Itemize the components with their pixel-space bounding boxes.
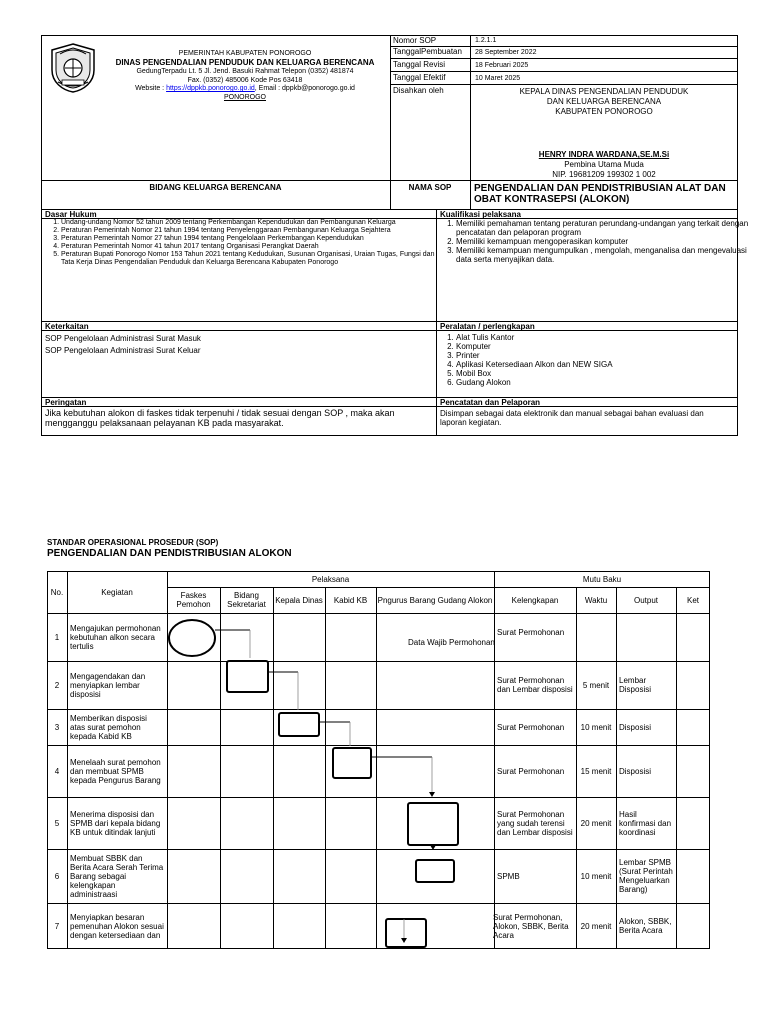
start-terminator-shape bbox=[169, 620, 215, 656]
list-item: 1. Memiliki pemahaman tentang peraturan perundang-undangan yang terkait dengan pencatatan dan pelaporan program bbox=[456, 219, 750, 237]
row-kegiatan: Memberikan disposisi atas surat pemohon kepada Kabid KB bbox=[70, 713, 147, 741]
meta-value-revisi: 18 Februari 2025 bbox=[475, 62, 529, 69]
peringatan-title: Peringatan bbox=[45, 398, 87, 407]
meta-label-nomor: Nomor SOP bbox=[393, 36, 437, 45]
pencatatan-text: Disimpan sebagai data elektronik dan manual sebagai bahan evaluasi dan laporan kegiatan. bbox=[440, 409, 704, 427]
process-box-pengurus-barang bbox=[408, 803, 458, 845]
list-item: 3. Peraturan Pemerintah Nomor 27 tahun 1994 tentang Pengelolaan Perkembangan Kependudukan bbox=[61, 235, 446, 243]
list-item: 4. Peraturan Pemerintah Nomor 41 tahun 2017 tentang Organisasi Perangkat Daerah bbox=[61, 243, 446, 251]
list-item: 2. Peraturan Pemerintah Nomor 21 tahun 1994 tentang Penyelenggaraan Pembangunan Keluarga Sejahtera bbox=[61, 227, 446, 235]
row-output: Lembar Disposisi bbox=[619, 676, 652, 694]
meta-value-efektif: 10 Maret 2025 bbox=[475, 75, 521, 82]
keterkaitan-item: SOP Pengelolaan Administrasi Surat Masuk bbox=[45, 334, 201, 343]
row-no: 3 bbox=[54, 722, 60, 732]
nama-sop-label: NAMA SOP bbox=[408, 183, 452, 192]
list-item: 3. Memiliki kemampuan mengumpulkan , mengolah, menganalisa dan mengevaluasi data serta menyajikan data. bbox=[456, 246, 750, 264]
meta-label-disahkan: Disahkan oleh bbox=[393, 86, 444, 95]
list-item: 1. Alat Tulis Kantor bbox=[456, 333, 750, 342]
sop-flow-title2: PENGENDALIAN DAN PENDISTRIBUSIAN ALOKON bbox=[47, 548, 292, 559]
agency-fax: Fax. (0352) 485006 Kode Pos 63418 bbox=[187, 77, 303, 84]
signer-rank: Pembina Utama Muda bbox=[564, 160, 644, 169]
signer-title3: KABUPATEN PONOROGO bbox=[555, 107, 653, 116]
row-no: 1 bbox=[54, 632, 60, 642]
signer-nip: NIP. 19681209 199302 1 002 bbox=[552, 170, 656, 179]
signer-name: HENRY INDRA WARDANA,SE.M.Si bbox=[538, 150, 670, 159]
signer-title2: DAN KELUARGA BERENCANA bbox=[546, 97, 662, 106]
row-kelengkapan: Surat Permohonan bbox=[497, 627, 565, 637]
meta-label-revisi: Tanggal Revisi bbox=[393, 60, 446, 69]
row-output: Lembar SPMB (Surat Perintah Mengeluarkan Barang) bbox=[619, 858, 673, 894]
header-sekretariat: Bidang Sekretariat bbox=[227, 591, 266, 609]
website-link[interactable]: https://dppkb.ponorogo.go.id bbox=[166, 85, 255, 92]
list-item: 1. Undang-undang Nomor 52 tahun 2009 tentang Perkembangan Kependudukan dan Pembangunan Keluarga bbox=[61, 219, 446, 227]
list-item: 4. Aplikasi Ketersediaan Alkon dan NEW SIGA bbox=[456, 360, 750, 369]
list-item: 3. Printer bbox=[456, 351, 750, 360]
agency-city: PONOROGO bbox=[223, 94, 266, 101]
row-kegiatan: Menyiapkan besaran pemenuhan Alokon sesuai dengan ketersediaan dan bbox=[70, 912, 164, 940]
row-waktu: 20 menit bbox=[580, 818, 612, 828]
row-kelengkapan: Surat Permohonan, Alokon, SBBK, Berita Acara bbox=[493, 912, 569, 940]
keterkaitan-item: SOP Pengelolaan Administrasi Surat Keluar bbox=[45, 346, 201, 355]
list-item: 2. Komputer bbox=[456, 342, 750, 351]
row-kelengkapan: Surat Permohonan bbox=[497, 766, 565, 776]
sop-flow-title1: STANDAR OPERASIONAL PROSEDUR (SOP) bbox=[47, 538, 219, 547]
gov-name: PEMERINTAH KABUPATEN PONOROGO bbox=[178, 50, 312, 57]
process-box-kabid-kb bbox=[333, 748, 371, 778]
row-kelengkapan: Surat Permohonan bbox=[497, 722, 565, 732]
header-ket: Ket bbox=[686, 595, 699, 605]
row-kegiatan: Menerima disposisi dan SPMB dari kepala bidang KB untuk ditindak lanjuti bbox=[70, 809, 161, 837]
pencatatan-title: Pencatatan dan Pelaporan bbox=[440, 398, 541, 407]
header-output: Output bbox=[633, 595, 658, 605]
flow-note: Data Wajib Permohonan bbox=[408, 638, 495, 647]
row-kelengkapan: SPMB bbox=[497, 871, 520, 881]
signer-title1: KEPALA DINAS PENGENDALIAN PENDUDUK bbox=[519, 87, 689, 96]
row-waktu: 20 menit bbox=[580, 921, 612, 931]
email-text: , Email : dppkb@ponorogo.go.id bbox=[254, 85, 355, 92]
header-pengurus-barang: Pngurus Barang Gudang Alokon bbox=[377, 595, 493, 605]
header-kegiatan: Kegiatan bbox=[101, 587, 133, 597]
process-box-sekretariat bbox=[227, 661, 268, 692]
header-faskes: Faskes Pemohon bbox=[176, 591, 211, 609]
keterkaitan-title: Keterkaitan bbox=[45, 322, 89, 331]
list-item: 6. Gudang Alokon bbox=[456, 378, 750, 387]
row-output: Disposisi bbox=[619, 766, 652, 776]
peringatan-text: Jika kebutuhan alokon di faskes tidak terpenuhi / tidak sesuai dengan SOP , maka akan mengganggu pelaksanaan pelayanan KB pada masyarakat. bbox=[45, 408, 395, 428]
list-item: 5. Peraturan Bupati Ponorogo Nomor 153 Tahun 2021 tentang Kedudukan, Susunan Organisasi, Uraian Tugas, Fungsi dan Tata Kerja Dinas Pengendalian Penduduk dan Keluarga Berencana Kabupaten Ponorogo bbox=[61, 251, 446, 267]
header-kelengkapan: Kelengkapan bbox=[511, 595, 559, 605]
agency-name: DINAS PENGENDALIAN PENDUDUK DAN KELUARGA BERENCANA bbox=[115, 58, 375, 67]
nama-sop-value: PENGENDALIAN DAN PENDISTRIBUSIAN ALAT DAN OBAT KONTRASEPSI (ALOKON) bbox=[474, 183, 726, 205]
website-label: Website : bbox=[135, 85, 167, 92]
row-output: Disposisi bbox=[619, 722, 652, 732]
meta-label-efektif: Tanggal Efektif bbox=[393, 73, 446, 82]
row-kegiatan: Mengajukan permohonan kebutuhan alkon secara tertulis bbox=[70, 623, 161, 651]
dasar-hukum-title: Dasar Hukum bbox=[45, 210, 97, 219]
list-item: 2. Memiliki kemampuan mengoperasikan komputer bbox=[456, 237, 750, 246]
arrow-head bbox=[429, 792, 435, 797]
header-pelaksana: Pelaksana bbox=[311, 574, 350, 584]
header-waktu: Waktu bbox=[584, 595, 608, 605]
arrow-head bbox=[430, 845, 436, 850]
process-box-sbbk bbox=[416, 860, 454, 882]
peralatan-title: Peralatan / perlengkapan bbox=[440, 322, 535, 331]
row-no: 7 bbox=[54, 921, 60, 931]
row-no: 2 bbox=[54, 680, 60, 690]
header-no: No. bbox=[50, 587, 64, 597]
meta-label-pembuatan: TanggalPembuatan bbox=[393, 47, 462, 56]
row-kegiatan: Membuat SBBK dan Berita Acara Serah Terima Barang sebagai kelengkapan administraasi bbox=[70, 853, 164, 899]
row-no: 4 bbox=[54, 766, 60, 776]
meta-value-nomor: 1.2.1.1 bbox=[475, 37, 497, 44]
row-output: Alokon, SBBK, Berita Acara bbox=[619, 917, 672, 935]
row-waktu: 10 menit bbox=[580, 871, 612, 881]
row-waktu: 10 menit bbox=[580, 722, 612, 732]
meta-value-pembuatan: 28 September 2022 bbox=[475, 49, 537, 56]
row-waktu: 15 menit bbox=[580, 766, 612, 776]
row-no: 5 bbox=[54, 818, 60, 828]
bidang-label: BIDANG KELUARGA BERENCANA bbox=[149, 183, 282, 192]
agency-address: GedungTerpadu Lt. 5 Jl. Jend. Basuki Rahmat Telepon (0352) 481874 bbox=[136, 68, 354, 75]
row-kelengkapan: Surat Permohonan yang sudah terensi dan Lembar disposisi bbox=[497, 809, 573, 837]
row-output: Hasil konfirmasi dan koordinasi bbox=[619, 809, 672, 837]
row-waktu: 5 menit bbox=[582, 680, 610, 690]
list-item: 5. Mobil Box bbox=[456, 369, 750, 378]
arrow-head bbox=[401, 938, 407, 943]
row-kelengkapan: Surat Permohonan dan Lembar disposisi bbox=[497, 676, 573, 694]
header-kabid-kb: Kabid KB bbox=[333, 595, 368, 605]
header-kepala-dinas: Kepala Dinas bbox=[275, 595, 323, 605]
row-kegiatan: Mengagendakan dan menyiapkan lembar disposisi bbox=[70, 671, 146, 699]
row-kegiatan: Menelaah surat pemohon dan membuat SPMB kepada Pengurus Barang bbox=[70, 757, 161, 785]
kualifikasi-title: Kualifikasi pelaksana bbox=[440, 210, 521, 219]
process-box-penyiapan bbox=[386, 919, 426, 947]
header-mutu-baku: Mutu Baku bbox=[582, 574, 622, 584]
process-box-kepala-dinas bbox=[279, 713, 319, 736]
row-no: 6 bbox=[54, 871, 60, 881]
